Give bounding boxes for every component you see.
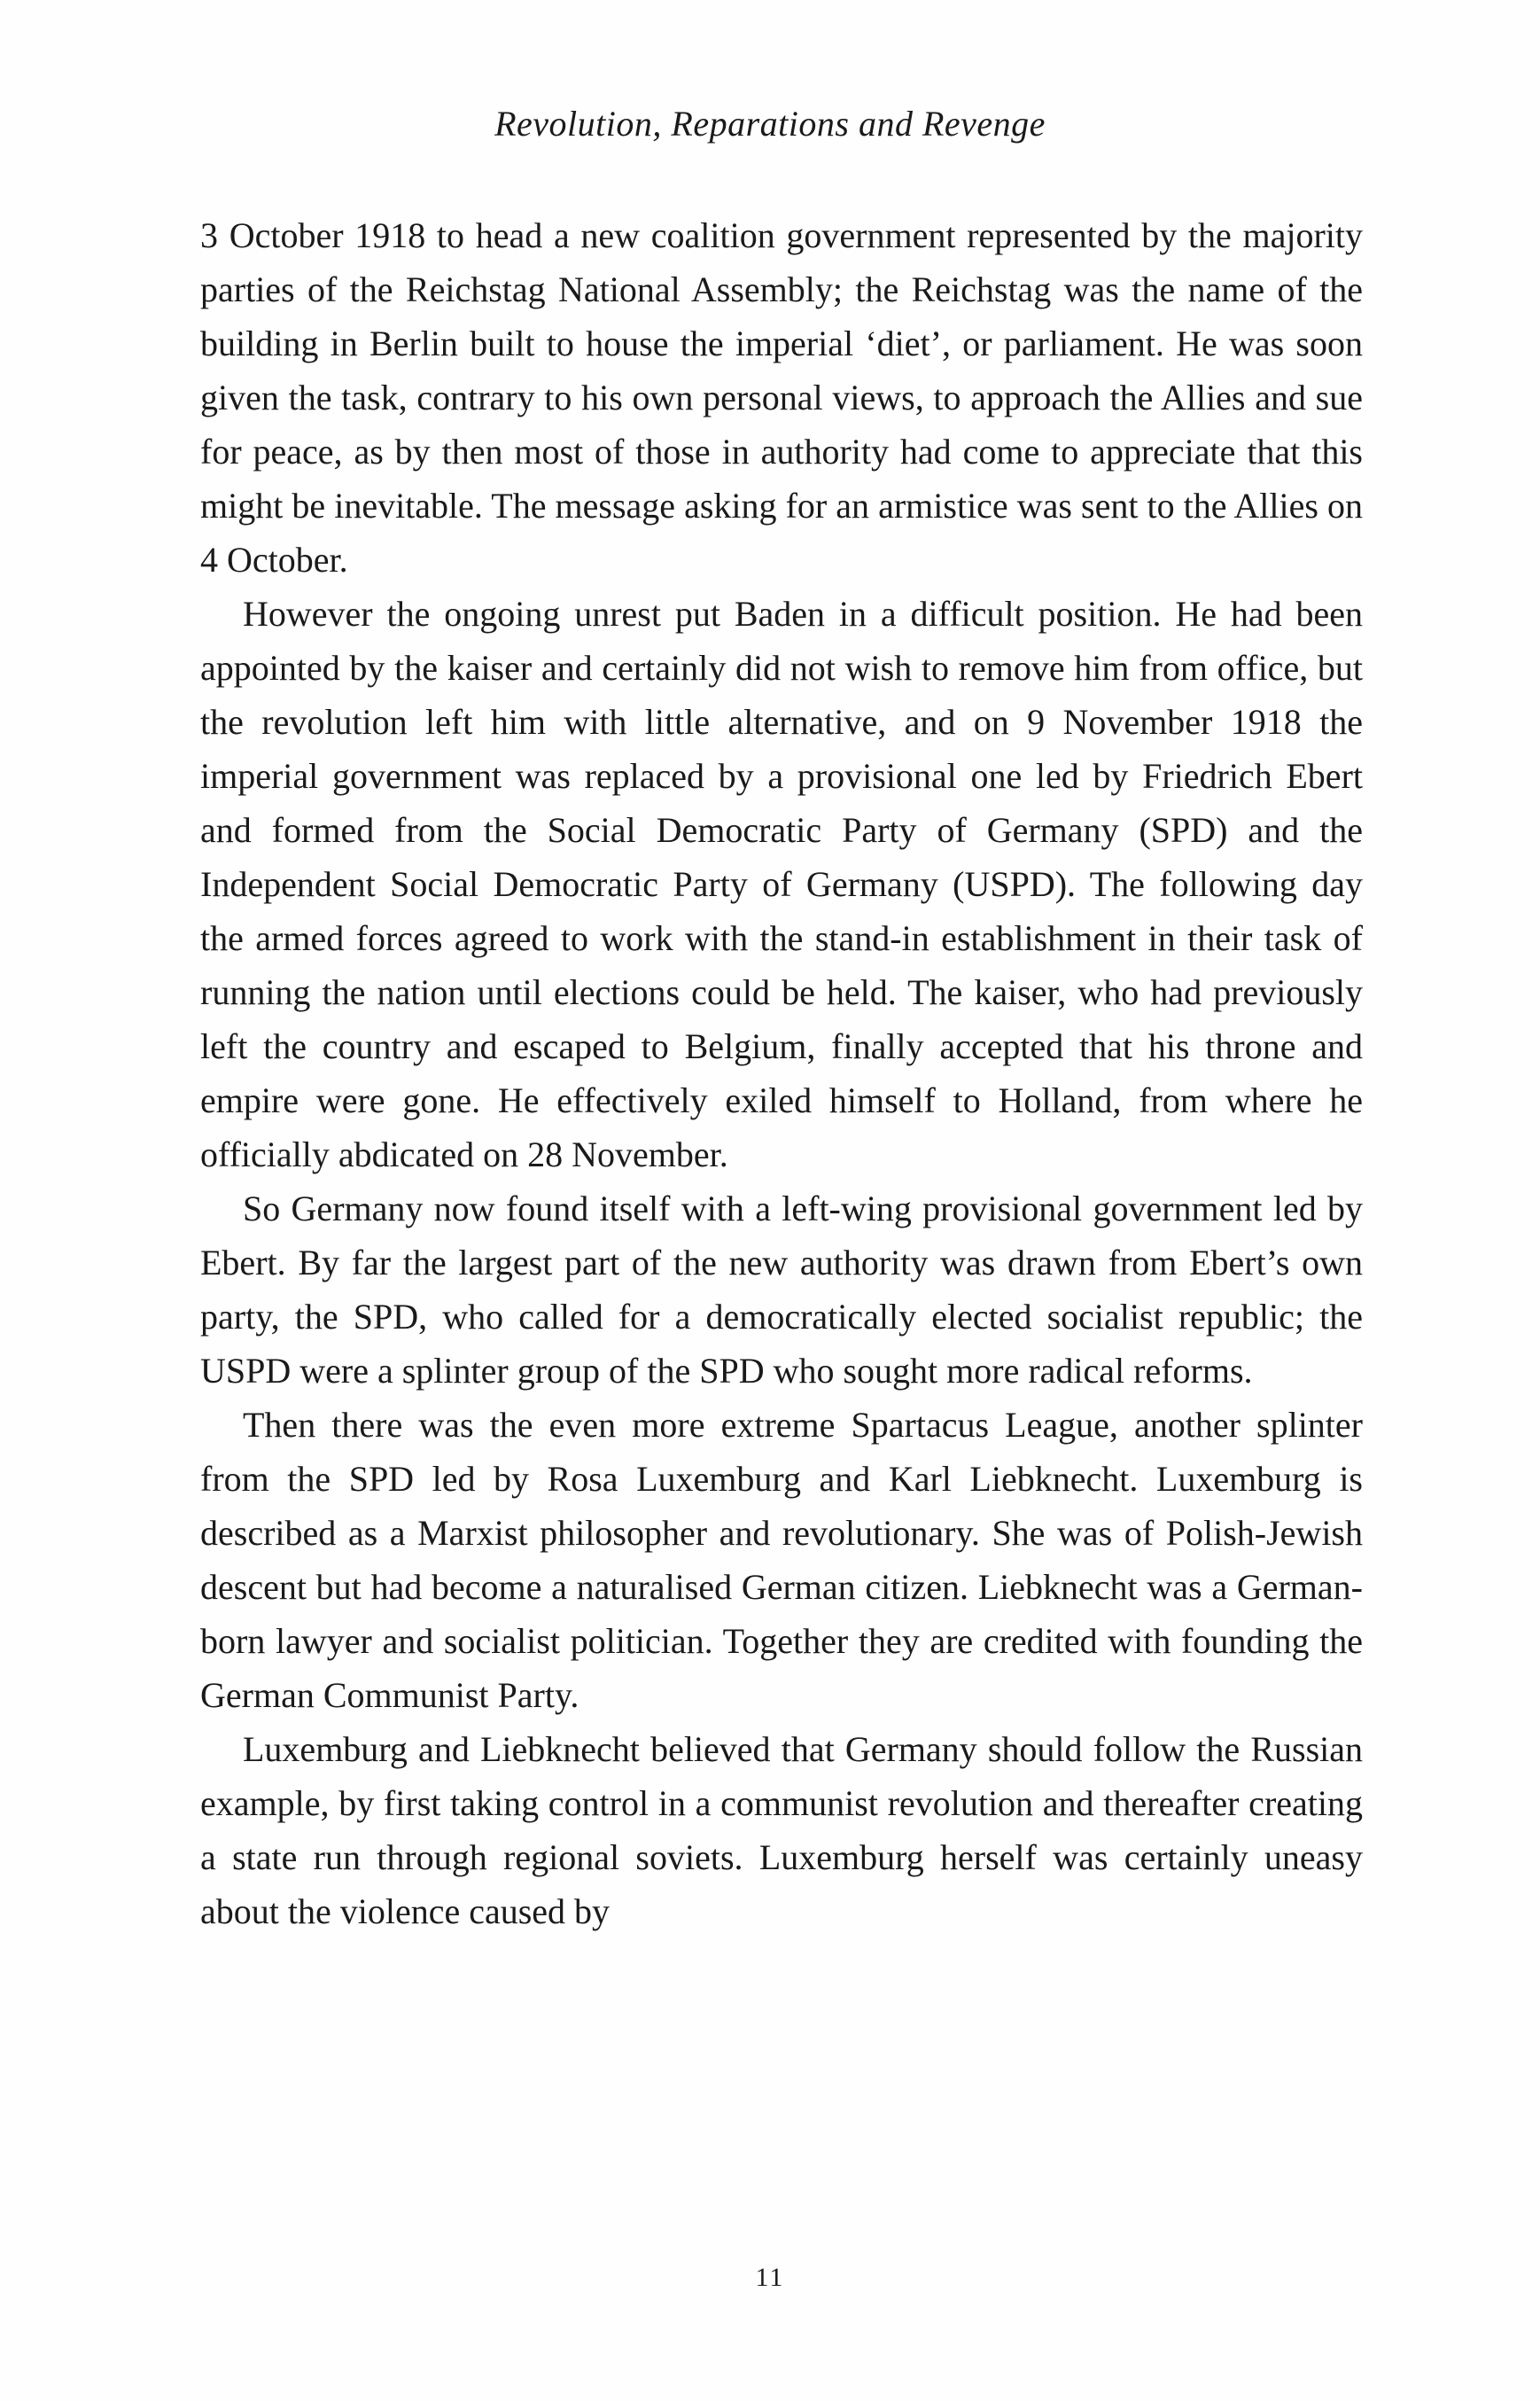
paragraph: So Germany now found itself with a left-wing provisional government led by Ebert. By far the largest part of the new authority was drawn from Ebert’s own party, the SPD, who called for a democratically elected socialist republic; the USPD were a splinter group of the SPD who sought more radical reforms.: [200, 1189, 1363, 1391]
paragraph-continued: 3 October 1918 to head a new coalition government represented by the majority parties of the Reichstag National Assembly; the Reichstag was the name of the building in Berlin built to house the imperial ‘diet’, or parliament. He was soon given the task, contrary to his own personal views, to approach the Allies and sue for peace, as by then most of those in authority had come to appreciate that this might be inevitable. The message asking for an armistice was sent to the Allies on 4 October.: [200, 215, 1363, 580]
page-number: 11: [755, 2263, 785, 2292]
paragraph: Luxemburg and Liebknecht believed that Germany should follow the Russian example, by first taking control in a communist revolution and thereafter creating a state run through regional soviets. Luxemburg herself was certainly uneasy about the violence caused by: [200, 1729, 1363, 1931]
body-text: [200, 208, 1363, 1938]
paragraph: Then there was the even more extreme Spartacus League, another splinter from the SPD led by Rosa Luxemburg and Karl Liebknecht. Luxemburg is described as a Marxist philosopher and revolutionary. She was of Polish-Jewish descent but had become a naturalised German citizen. Liebknecht was a German-born lawyer and socialist politician. Together they are credited with founding the German Communist Party.: [200, 1405, 1363, 1715]
running-head: Revolution, Reparations and Revenge: [494, 104, 1046, 144]
paragraph: However the ongoing unrest put Baden in a difficult position. He had been appointed by the kaiser and certainly did not wish to remove him from office, but the revolution left him with little alternative, and on 9 November 1918 the imperial government was replaced by a provisional one led by Friedrich Ebert and formed from the Social Democratic Party of Germany (SPD) and the Independent Social Democratic Party of Germany (USPD). The following day the armed forces agreed to work with the stand-in establishment in their task of running the nation until elections could be held. The kaiser, who had previously left the country and escaped to Belgium, finally accepted that his throne and empire were gone. He effectively exiled himself to Holland, from where he officially abdicated on 28 November.: [200, 594, 1363, 1174]
